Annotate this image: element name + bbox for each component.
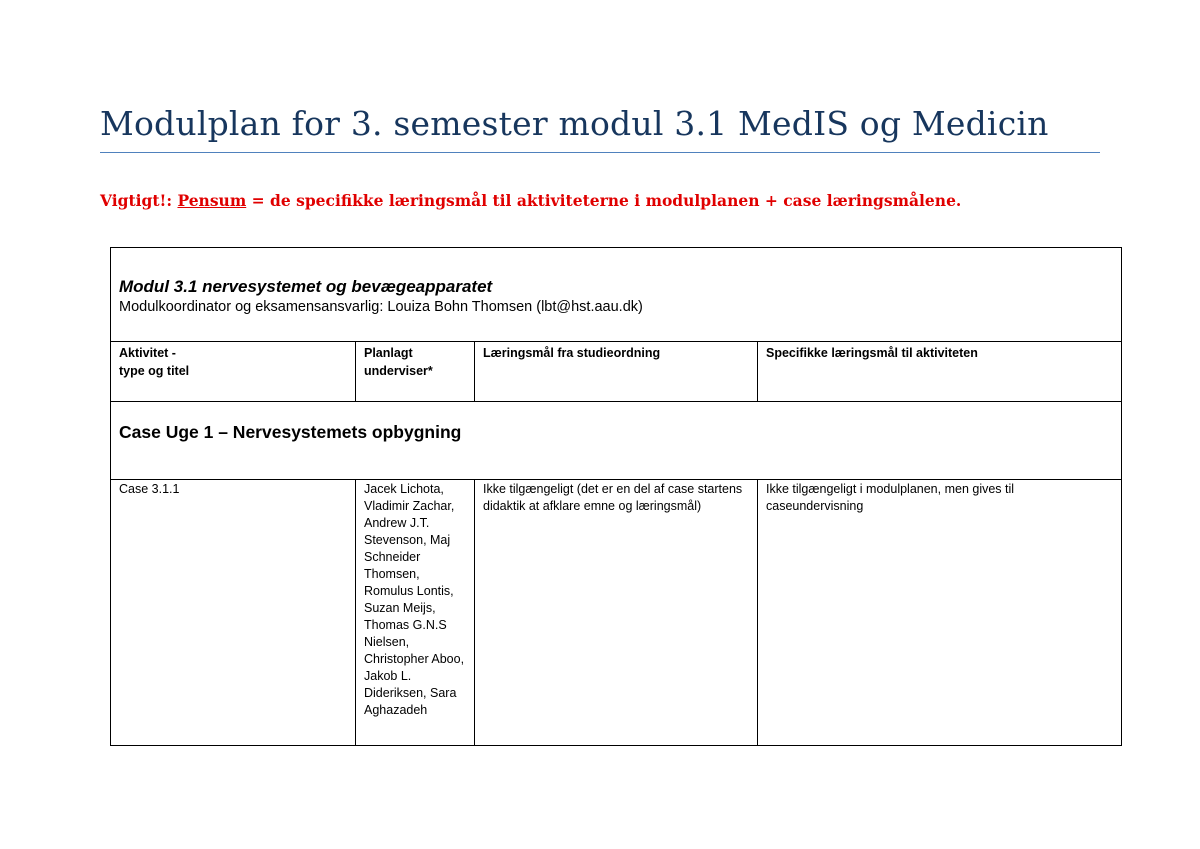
column-header-study-goals: [475, 342, 758, 402]
header-teacher-line2: underviser*: [364, 364, 433, 378]
specific-goals-value: Ikke tilgængeligt i modulplanen, men gives til caseundervisning: [766, 482, 1015, 513]
cell-teachers: [356, 480, 475, 746]
cell-study-goals: [475, 480, 758, 746]
study-goals-value: Ikke tilgængeligt (det er en del af case startens didaktik at afklare emne og læringsmål): [483, 482, 743, 513]
notice-prefix: Vigtigt!:: [100, 191, 178, 210]
column-header-teacher: [356, 342, 475, 402]
activity-value: Case 3.1.1: [119, 482, 180, 496]
table-row: [111, 480, 1122, 746]
module-plan-table: [110, 247, 1122, 746]
header-specific-goals: Specifikke læringsmål til aktiviteten: [766, 346, 978, 360]
module-title: Modul 3.1 nervesystemet og bevægeapparatet: [119, 277, 493, 296]
module-header-cell: [111, 248, 1122, 342]
pensum-notice: [100, 191, 961, 210]
module-coordinator: Modulkoordinator og eksamensansvarlig: Louiza Bohn Thomsen (lbt@hst.aau.dk): [119, 299, 643, 315]
notice-pensum: Pensum: [177, 191, 247, 210]
column-header-activity: [111, 342, 356, 402]
header-teacher-line1: Planlagt: [364, 346, 413, 360]
cell-activity: [111, 480, 356, 746]
module-header-row: [111, 248, 1122, 342]
page-title: Modulplan for 3. semester modul 3.1 MedIS og Medicin: [100, 104, 1049, 143]
notice-rest: = de specifikke læringsmål til aktiviteterne i modulplanen + case læringsmålene.: [246, 191, 962, 210]
header-activity-line1: Aktivitet -: [119, 346, 176, 360]
section-title: Case Uge 1 – Nervesystemets opbygning: [119, 422, 462, 442]
header-study-goals: Læringsmål fra studieordning: [483, 346, 661, 360]
column-header-row: [111, 342, 1122, 402]
header-activity-line2: type og titel: [119, 364, 190, 378]
section-row: [111, 402, 1122, 480]
cell-specific-goals: [758, 480, 1122, 746]
column-header-specific-goals: [758, 342, 1122, 402]
teachers-value: Jacek Lichota, Vladimir Zachar, Andrew J.T. Stevenson, Maj Schneider Thomsen, Romulus Lontis, Suzan Meijs, Thomas G.N.S Nielsen, Christopher Aboo, Jakob L. Dideriksen, Sara Aghazadeh: [364, 482, 465, 717]
title-divider: [100, 152, 1100, 153]
section-cell: [111, 402, 1122, 480]
